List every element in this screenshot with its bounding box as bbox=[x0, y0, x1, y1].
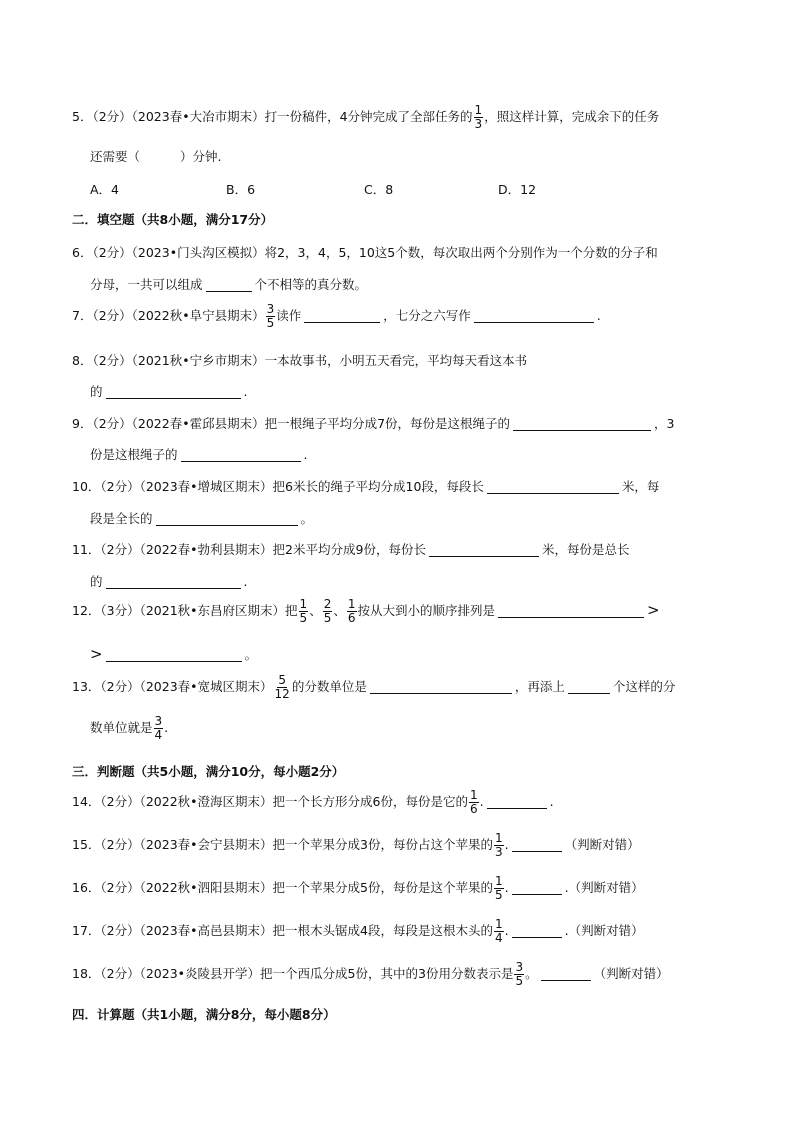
fraction: $\frac{3}{5}$ bbox=[515, 960, 524, 988]
option-d: D．12 bbox=[498, 182, 537, 197]
question-10-line-1: 10．（2分）（2023春•增城区期末）把6米长的绳子平均分成10段，每段长 米，每 bbox=[72, 479, 660, 494]
answer-blank[interactable] bbox=[429, 542, 539, 557]
question-8-line-1: 8．（2分）（2021秋•宁乡市期末）一本故事书，小明五天看完，平均每天看这本书 bbox=[72, 353, 528, 368]
question-15: 15．（2分）（2023春•会宁县期末）把一个苹果分成3份，每份占这个苹果的 $\frac{1}{3}$ . （判断对错） bbox=[72, 831, 640, 859]
question-14: 14．（2分）（2022秋•澄海区期末）把一个长方形分成6份，每份是它的 $\frac{1}{6}$ . . bbox=[72, 788, 554, 816]
answer-blank[interactable] bbox=[512, 880, 562, 895]
fraction: $\frac{1}{6}$ bbox=[347, 597, 356, 625]
section-3-heading: 三．判断题（共5小题，满分10分，每小题2分） bbox=[72, 764, 345, 779]
answer-blank[interactable] bbox=[181, 447, 301, 462]
answer-blank[interactable] bbox=[512, 923, 562, 938]
answer-blank[interactable] bbox=[206, 277, 252, 292]
question-6-line-2: 分母，一共可以组成 个不相等的真分数。 bbox=[90, 277, 368, 292]
fraction: $\frac{2}{5}$ bbox=[323, 597, 332, 625]
fraction: $\frac{1}{3}$ bbox=[495, 831, 503, 859]
question-11-line-1: 11．（2分）（2022春•勃利县期末）把2米平均分成9份，每份长 米，每份是总长 bbox=[72, 542, 630, 557]
answer-blank[interactable] bbox=[487, 794, 547, 809]
section-4-heading: 四．计算题（共1小题，满分8分，每小题8分） bbox=[72, 1007, 336, 1022]
question-13-line-1: 13．（2分）（2023春•宽城区期末） $\frac{5}{12}$ 的分数单位是 ，再添上 个这样的分 bbox=[72, 673, 676, 701]
answer-blank[interactable] bbox=[106, 574, 241, 589]
answer-blank[interactable] bbox=[106, 647, 242, 662]
option-b: B．6 bbox=[226, 182, 256, 197]
fraction: $\frac{3}{4}$ bbox=[154, 714, 163, 742]
answer-blank[interactable] bbox=[512, 837, 562, 852]
answer-blank[interactable] bbox=[568, 679, 610, 694]
answer-blank[interactable] bbox=[106, 384, 241, 399]
answer-blank[interactable] bbox=[487, 479, 619, 494]
question-8-line-2: 的 . bbox=[90, 384, 248, 399]
fraction: $\frac{1}{5}$ bbox=[299, 597, 308, 625]
question-12-line-2: > 。 bbox=[90, 645, 258, 663]
question-6-line-1: 6．（2分）（2023•门头沟区模拟）将2，3，4，5，10这5个数，每次取出两个分别作为一个分数的分子和 bbox=[72, 245, 658, 260]
question-12-line-1: 12．（3分）（2021秋•东昌府区期末）把 $\frac{1}{5}$ 、 $\frac{2}{5}$ 、 $\frac{1}{6}$ 按从大到小的顺序排列是 > bbox=[72, 597, 660, 625]
answer-blank[interactable] bbox=[304, 308, 380, 323]
question-9-line-1: 9．（2分）（2022春•霍邱县期末）把一根绳子平均分成7份，每份是这根绳子的 ，3 bbox=[72, 416, 675, 431]
question-17: 17．（2分）（2023春•高邑县期末）把一根木头锯成4段，每段是这根木头的 $\frac{1}{4}$ . .（判断对错） bbox=[72, 917, 644, 945]
question-16: 16．（2分）（2022秋•泗阳县期末）把一个苹果分成5份，每份是这个苹果的 $\frac{1}{5}$ . .（判断对错） bbox=[72, 874, 644, 902]
fraction: $\frac{5}{12}$ bbox=[274, 673, 290, 701]
question-18: 18．（2分）（2023•炎陵县开学）把一个西瓜分成5份，其中的3份用分数表示是 $\frac{3}{5}$ 。 （判断对错） bbox=[72, 960, 669, 988]
section-2-heading: 二．填空题（共8小题，满分17分） bbox=[72, 212, 274, 227]
fraction: $\frac{1}{5}$ bbox=[495, 874, 503, 902]
answer-blank[interactable] bbox=[513, 416, 651, 431]
option-a: A．4 bbox=[90, 182, 120, 197]
answer-blank[interactable] bbox=[541, 966, 591, 981]
answer-blank[interactable] bbox=[156, 511, 298, 526]
answer-blank[interactable] bbox=[370, 679, 512, 694]
answer-blank[interactable] bbox=[498, 603, 644, 618]
answer-blank[interactable] bbox=[474, 308, 594, 323]
question-13-line-2: 数单位就是 $\frac{3}{4}$ . bbox=[90, 714, 169, 742]
question-10-line-2: 段是全长的 。 bbox=[90, 511, 314, 526]
fraction: $\frac{1}{4}$ bbox=[495, 917, 503, 945]
fraction: $\frac{1}{3}$ bbox=[474, 103, 483, 131]
fraction: $\frac{1}{6}$ bbox=[470, 788, 478, 816]
question-11-line-2: 的 . bbox=[90, 574, 248, 589]
question-9-line-2: 份是这根绳子的 . bbox=[90, 447, 308, 462]
question-5-line-1: 5．（2分）（2023春•大冶市期末）打一份稿件，4分钟完成了全部任务的 $\frac{1}{3}$ ，照这样计算，完成余下的任务 bbox=[72, 103, 660, 131]
option-c: C．8 bbox=[364, 182, 394, 197]
fraction: $\frac{3}{5}$ bbox=[266, 302, 275, 330]
question-5-line-2: 还需要（ ）分钟. bbox=[90, 149, 222, 164]
question-7: 7．（2分）（2022秋•阜宁县期末） $\frac{3}{5}$ 读作 ，七分之六写作 . bbox=[72, 302, 601, 330]
question-5-options bbox=[90, 180, 690, 196]
